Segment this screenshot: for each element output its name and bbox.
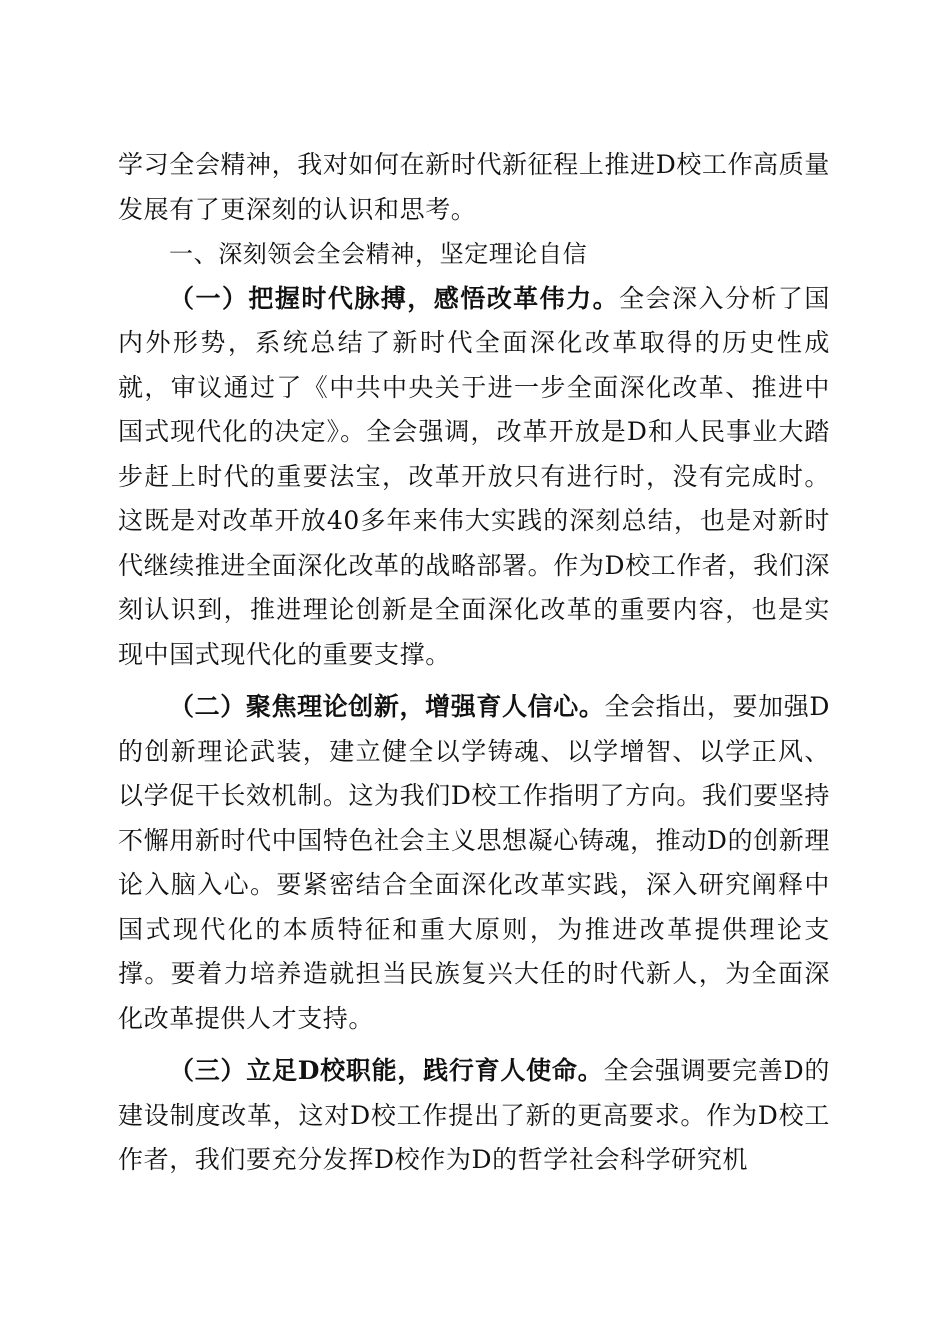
paragraph-1-title: （一）把握时代脉搏，感悟改革伟力。: [169, 283, 620, 313]
paragraph-2: [118, 685, 830, 1041]
section-heading-1: 一、深刻领会全会精神，坚定理论自信: [169, 240, 588, 268]
paragraph-3-title: （三）立足D校职能，践行育人使命。: [169, 1056, 604, 1085]
paragraph-2-body: 全会指出，要加强D的创新理论武装，建立健全以学铸魂、以学增智、以学正风、以学促干长效机制。这为我们D校工作指明了方向。我们要坚持不懈用新时代中国特色社会主义思想凝心铸魂，推动D的创新理论入脑入心。要紧密结合全面深化改革实践，深入研究阐释中国式现代化的本质特征和重大原则，为推进改革提供理论支撑。要着力培养造就担当民族复兴大任的时代新人，为全面深化改革提供人才支持。: [118, 692, 830, 1033]
paragraph-2-title: （二）聚焦理论创新，增强育人信心。: [169, 692, 605, 721]
document-body: [118, 143, 830, 1183]
intro-paragraph: 学习全会精神，我对如何在新时代新征程上推进D校工作高质量发展有了更深刻的认识和思考。: [118, 150, 830, 224]
paragraph-1: [118, 277, 830, 678]
paragraph-1-body: 全会深入分析了国内外形势，系统总结了新时代全面深化改革取得的历史性成就，审议通过了《中共中央关于进一步全面深化改革、推进中国式现代化的决定》。全会强调，改革开放是D和人民事业大踏步赶上时代的重要法宝，改革开放只有进行时，没有完成时。这既是对改革开放40多年来伟大实践的深刻总结，也是对新时代继续推进全面深化改革的战略部署。作为D校工作者，我们深刻认识到，推进理论创新是全面深化改革的重要内容，也是实现中国式现代化的重要支撑。: [118, 283, 830, 669]
paragraph-3: [118, 1049, 830, 1183]
paragraph-3-body: 全会强调要完善D的建设制度改革，这对D校工作提出了新的更高要求。作为D校工作者，我们要充分发挥D校作为D的哲学社会科学研究机: [118, 1056, 830, 1174]
